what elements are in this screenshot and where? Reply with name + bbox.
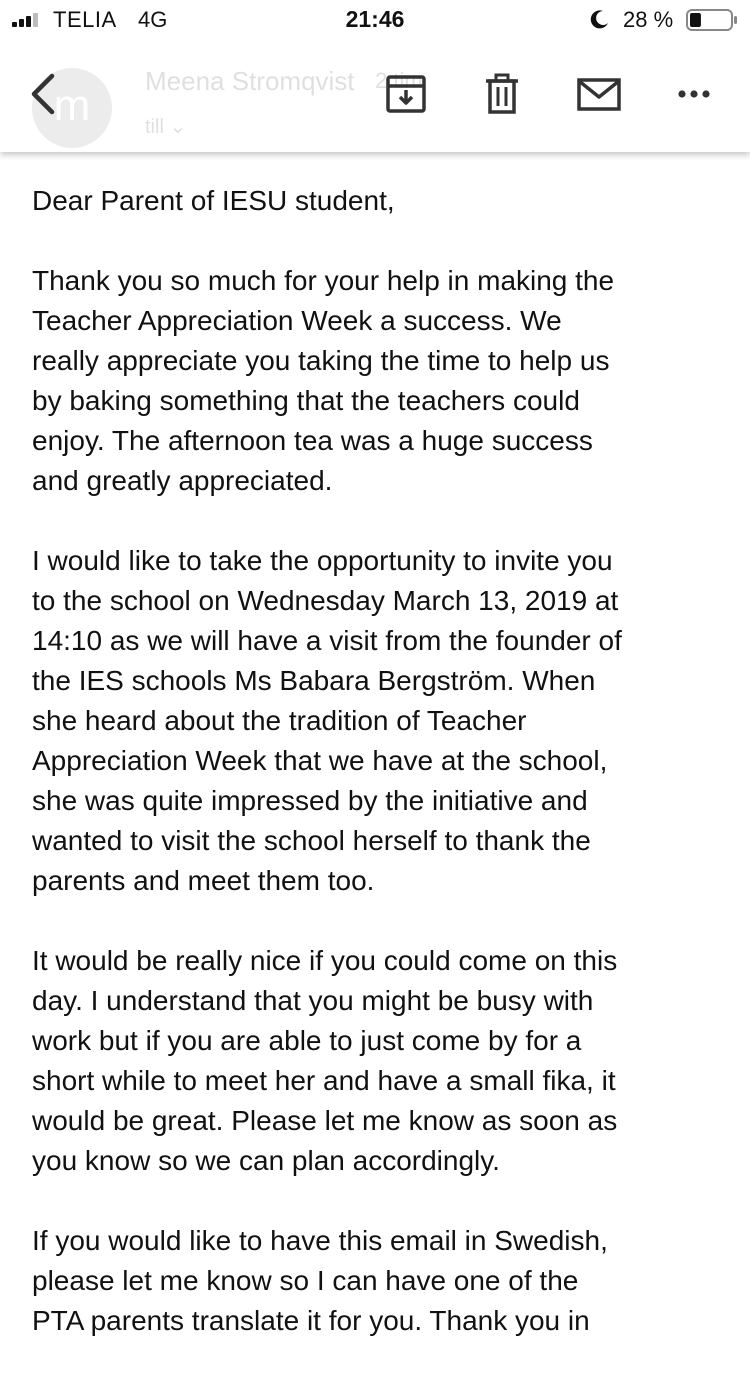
avatar[interactable]: m bbox=[32, 68, 112, 148]
sender-time: 2 tim bbox=[375, 68, 423, 93]
recipient-label: till bbox=[145, 116, 164, 138]
trash-icon[interactable] bbox=[478, 70, 526, 118]
email-greeting: Dear Parent of IESU student, bbox=[32, 185, 395, 216]
status-bar bbox=[0, 0, 750, 40]
back-button[interactable] bbox=[26, 68, 62, 120]
battery-icon bbox=[686, 9, 738, 31]
chevron-down-icon: ⌄ bbox=[169, 116, 187, 138]
email-paragraph: Thank you so much for your help in making the Teacher Appreciation Week a success. We really appreciate you taking the time to help us by baking something that the teachers could enjoy. The afternoon tea was a huge success and greatly appreciated. bbox=[32, 265, 615, 496]
email-paragraph: I would like to take the opportunity to invite you to the school on Wednesday March 13, 2019 at 14:10 as we will have a visit from the founder of the IES schools Ms Babara Bergström. When she heard about the tradition of Teacher Appreciation Week that we have at the school, she was quite impressed by the initiative and wanted to visit the school herself to thank the parents and meet them too. bbox=[32, 545, 622, 896]
email-header bbox=[0, 40, 750, 152]
network-type: 4G bbox=[138, 7, 168, 32]
sender-name[interactable]: Meena Stromqvist bbox=[145, 66, 355, 96]
do-not-disturb-moon-icon bbox=[590, 9, 610, 29]
more-dots-icon[interactable] bbox=[670, 70, 718, 118]
email-body bbox=[32, 181, 732, 1381]
email-paragraph: If you would like to have this email in Swedish, please let me know so I can have one of the PTA parents translate it for you. Thank you in bbox=[32, 1225, 608, 1336]
battery-percent: 28 % bbox=[623, 7, 674, 32]
recipient-details[interactable] bbox=[145, 114, 186, 139]
envelope-icon[interactable] bbox=[574, 70, 624, 118]
carrier-name: TELIA bbox=[53, 7, 117, 32]
email-paragraph: It would be really nice if you could come on this day. I understand that you might be busy with work but if you are able to just come by for a short while to meet her and have a small fika, it would be great. Please let me know as soon as you know so we can plan accordingly. bbox=[32, 945, 618, 1176]
archive-icon[interactable] bbox=[382, 70, 430, 118]
status-time: 21:46 bbox=[345, 6, 405, 32]
